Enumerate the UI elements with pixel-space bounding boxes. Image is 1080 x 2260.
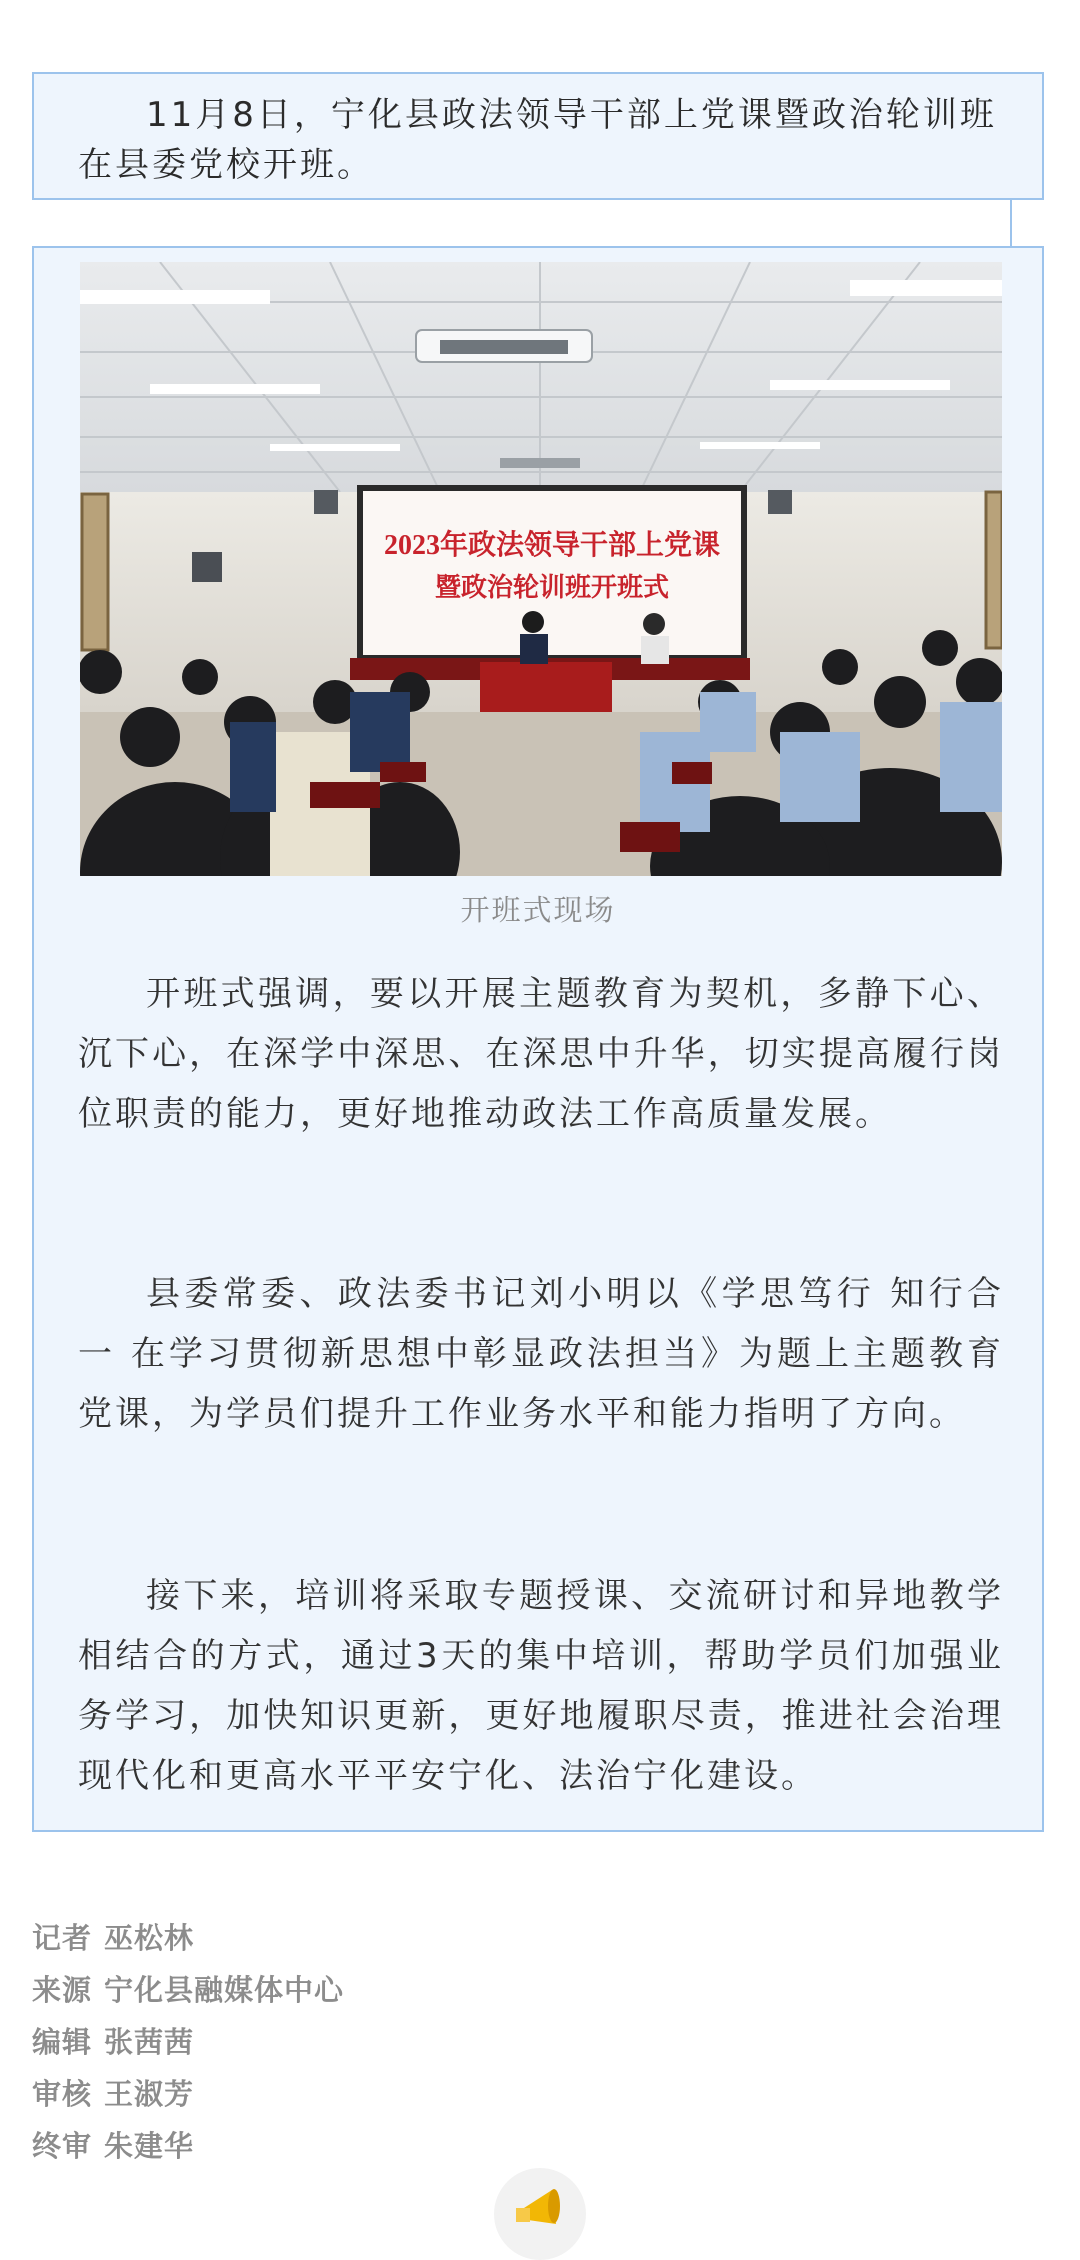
photo-caption: 开班式现场 [460,893,616,927]
body-paragraph-1: 开班式强调，要以开展主题教育为契机，多静下心、沉下心，在深学中深思、在深思中升华，切实提高履行岗位职责的能力，更好地推动政法工作高质量发展。 [78,974,1004,1134]
credit-reviewer [32,2068,344,2120]
lead-box [32,72,1044,200]
credit-label: 来源 [32,1973,93,2007]
body-paragraph-3: 接下来，培训将采取专题授课、交流研讨和异地教学相结合的方式，通过3天的集中培训，帮助学员们加强业务学习，加快知识更新，更好地履职尽责，推进社会治理现代化和更高水平平安宁化、法治宁化建设。 [78,1576,1004,1796]
credit-final-reviewer [32,2120,344,2172]
credits-block [32,1912,344,2172]
credit-value: 朱建华 [104,2129,195,2163]
credit-label: 终审 [32,2129,93,2163]
credit-value: 张茜茜 [104,2025,195,2059]
banner-line-2: 暨政治轮训班开班式 [434,573,670,602]
meeting-photo[interactable] [80,262,1002,876]
banner-line-1: 2023年政法领导干部上党课 [383,530,721,561]
credit-editor [32,2016,344,2068]
credit-value: 巫松林 [104,1921,195,1955]
article-box [32,246,1044,1832]
body-paragraph-2: 县委常委、政法委书记刘小明以《学思笃行 知行合一 在学习贯彻新思想中彰显政法担当》为题上主题教育党课，为学员们提升工作业务水平和能力指明了方向。 [78,1274,1004,1434]
credit-label: 审核 [32,2077,93,2111]
credit-value: 王淑芳 [104,2077,195,2111]
lead-paragraph: 11月8日，宁化县政法领导干部上党课暨政治轮训班在县委党校开班。 [78,95,997,185]
credit-value: 宁化县融媒体中心 [104,1973,345,2007]
frame-connector [1010,200,1012,246]
credit-source [32,1964,344,2016]
credit-label: 记者 [32,1921,93,1955]
credit-reporter [32,1912,344,1964]
megaphone-icon [494,2168,586,2260]
credit-label: 编辑 [32,2025,93,2059]
